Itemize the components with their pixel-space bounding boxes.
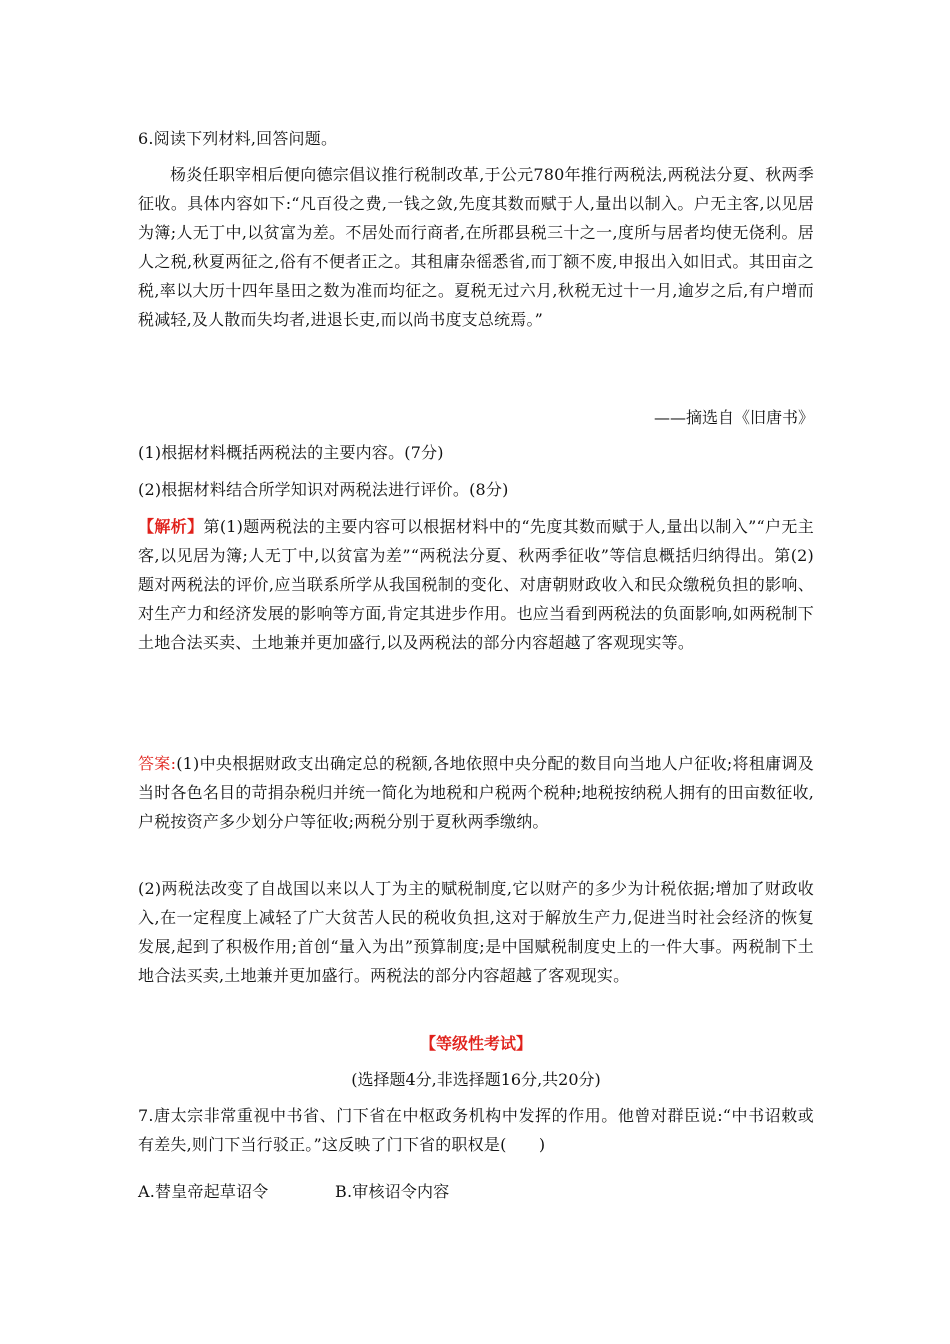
question-6-sub-2: (2)根据材料结合所学知识对两税法进行评价。(8分) bbox=[138, 480, 509, 499]
option-a: A.替皇帝起草诏令 bbox=[138, 1182, 269, 1201]
question-7-stem: 7.唐太宗非常重视中书省、门下省在中枢政务机构中发挥的作用。他曾对群臣说:“中书诏敕或有差失,则门下当行驳正。”这反映了门下省的职权是( ) bbox=[138, 1106, 814, 1154]
question-6-title: 6.阅读下列材料,回答问题。 bbox=[138, 129, 338, 148]
analysis-label: 【解析】 bbox=[138, 517, 204, 536]
section-title: 【等级性考试】 bbox=[419, 1034, 532, 1053]
analysis-text: 第(1)题两税法的主要内容可以根据材料中的“先度其数而赋于人,量出以制入”“户无主客,以见居为簿;人无丁中,以贫富为差”“两税法分夏、秋两季征收”等信息概括归纳得出。第(2)题对两税法的评价,应当联系所学从我国税制的变化、对唐朝财政收入和民众缴税负担的影响、对生产力和经济发展的影响等方面,肯定其进步作用。也应当看到两税法的负面影响,如两税制下土地合法买卖、土地兼并更加盛行,以及两税法的部分内容超越了客观现实等。 bbox=[138, 517, 814, 652]
option-b: B.审核诏令内容 bbox=[335, 1182, 450, 1201]
section-subtitle: (选择题4分,非选择题16分,共20分) bbox=[351, 1070, 601, 1089]
answer-1-text: (1)中央根据财政支出确定总的税额,各地依照中央分配的数目向当地人户征收;将租庸调及当时各色名目的苛捐杂税归并统一简化为地税和户税两个税种;地税按纳税人拥有的田亩数征收,户税按资产多少划分户等征收;两税分别于夏秋两季缴纳。 bbox=[138, 754, 814, 831]
analysis-paragraph bbox=[138, 512, 814, 657]
material-source: ——摘选自《旧唐书》 bbox=[653, 408, 814, 427]
question-6-sub-1: (1)根据材料概括两税法的主要内容。(7分) bbox=[138, 443, 444, 462]
answer-label: 答案: bbox=[138, 754, 177, 773]
question-6-material: 杨炎任职宰相后便向德宗倡议推行税制改革,于公元780年推行两税法,两税法分夏、秋两季征收。具体内容如下:“凡百役之费,一钱之敛,先度其数而赋于人,量出以制入。户无主客,以见居为簿;人无丁中,以贫富为差。不居处而行商者,在所郡县税三十之一,度所与居者均使无侥利。居人之税,秋夏两征之,俗有不便者正之。其租庸杂徭悉省,而丁额不废,申报出入如旧式。其田亩之税,率以大历十四年垦田之数为准而均征之。夏税无过六月,秋税无过十一月,逾岁之后,有户增而税减轻,及人散而失均者,进退长吏,而以尚书度支总统焉。” bbox=[138, 165, 814, 329]
answer-paragraph-1 bbox=[138, 749, 814, 836]
answer-paragraph-2: (2)两税法改变了自战国以来以人丁为主的赋税制度,它以财产的多少为计税依据;增加了财政收入,在一定程度上减轻了广大贫苦人民的税收负担,这对于解放生产力,促进当时社会经济的恢复发展,起到了积极作用;首创“量入为出”预算制度;是中国赋税制度史上的一件大事。两税制下土地合法买卖,土地兼并更加盛行。两税法的部分内容超越了客观现实。 bbox=[138, 879, 814, 985]
